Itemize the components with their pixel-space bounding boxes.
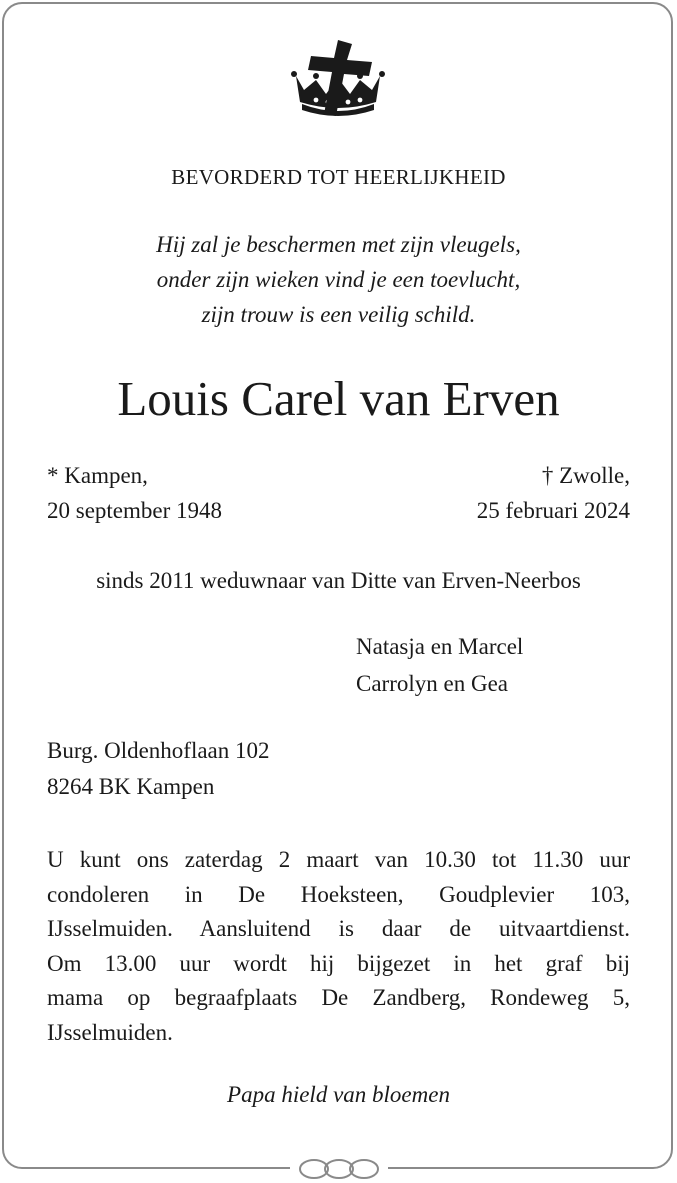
address-street: Burg. Oldenhoflaan 102 xyxy=(47,738,270,763)
service-info-line: IJsselmuiden. Aansluitend is daar de uitvaartdienst. xyxy=(47,916,630,942)
service-info xyxy=(47,843,630,1051)
death-date: 25 februari 2024 xyxy=(476,498,630,523)
service-info-line: Om 13.00 uur wordt hij bijgezet in het graf bij xyxy=(47,950,630,976)
verse-line: zijn trouw is een veilig schild. xyxy=(201,302,476,327)
knot-ornament-icon xyxy=(290,1155,388,1183)
verse-line: onder zijn wieken vind je een toevlucht, xyxy=(156,267,521,292)
address-postal: 8264 BK Kampen xyxy=(47,774,215,799)
verse-line: Hij zal je beschermen met zijn vleugels, xyxy=(156,232,521,257)
family-member-line: Natasja en Marcel xyxy=(356,634,524,659)
death-place: † Zwolle, xyxy=(541,463,630,488)
deceased-name: Louis Carel van Erven xyxy=(117,371,560,426)
service-info-line: condoleren in De Hoeksteen, Goudplevier 103, xyxy=(47,881,630,907)
closing-line: Papa hield van bloemen xyxy=(227,1082,450,1107)
family-member-line: Carrolyn en Gea xyxy=(356,671,508,696)
birth-date: 20 september 1948 xyxy=(47,498,223,523)
service-info-line: mama op begraafplaats De Zandberg, Rondeweg 5, xyxy=(47,985,630,1011)
cross-and-crown-icon xyxy=(286,38,390,118)
heading: BEVORDERD TOT HEERLIJKHEID xyxy=(171,165,506,189)
service-info-line: IJsselmuiden. xyxy=(47,1019,173,1045)
service-info-line: U kunt ons zaterdag 2 maart van 10.30 tot 11.30 uur xyxy=(47,847,630,872)
widower-note: sinds 2011 weduwnaar van Ditte van Erven-Neerbos xyxy=(96,568,581,593)
birth-place: * Kampen, xyxy=(47,463,148,488)
